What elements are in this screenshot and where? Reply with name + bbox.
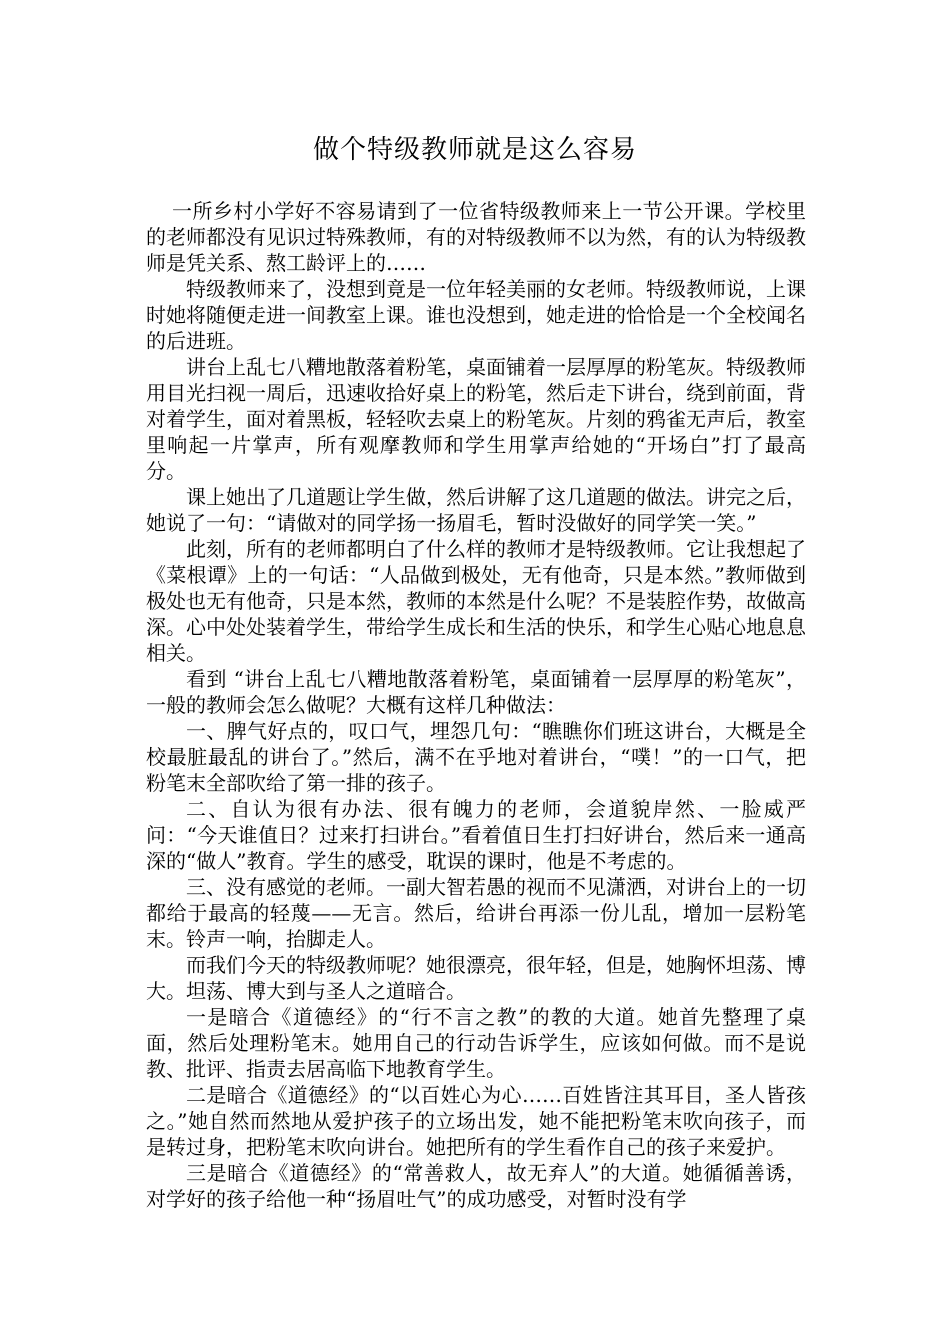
paragraph: 三是暗合《道德经》的“常善救人，故无弃人”的大道。她循循善诱，对学好的孩子给他一种“扬眉吐气”的成功感受，对暂时没有学 [146, 1161, 806, 1211]
paragraph: 一、脾气好点的，叹口气，埋怨几句：“瞧瞧你们班这讲台，大概是全校最脏最乱的讲台了。”然后，满不在乎地对着讲台，“噗！”的一口气，把粉笔末全部吹给了第一排的孩子。 [146, 719, 806, 795]
paragraph: 三、没有感觉的老师。一副大智若愚的视而不见潇洒，对讲台上的一切都给于最高的轻蔑——无言。然后，给讲台再添一份儿乱，增加一层粉笔末。铃声一响，抬脚走人。 [146, 875, 806, 951]
paragraph: 一所乡村小学好不容易请到了一位省特级教师来上一节公开课。学校里的老师都没有见识过特殊教师，有的对特级教师不以为然，有的认为特级教师是凭关系、熬工龄评上的…… [146, 199, 806, 275]
document-title: 做个特级教师就是这么容易 [312, 135, 637, 165]
paragraph: 课上她出了几道题让学生做，然后讲解了这几道题的做法。讲完之后，她说了一句：“请做对的同学扬一扬眉毛，暂时没做好的同学笑一笑。” [146, 485, 806, 535]
paragraph: 二是暗合《道德经》的“以百姓心为心……百姓皆注其耳目，圣人皆孩之。”她自然而然地从爱护孩子的立场出发，她不能把粉笔末吹向孩子，而是转过身，把粉笔末吹向讲台。她把所有的学生看作自己的孩子来爱护。 [146, 1083, 806, 1159]
paragraph: 此刻，所有的老师都明白了什么样的教师才是特级教师。它让我想起了《菜根谭》上的一句话：“人品做到极处，无有他奇，只是本然。”教师做到极处也无有他奇，只是本然，教师的本然是什么呢？不是装腔作势，故做高深。心中处处装着学生，带给学生成长和生活的快乐，和学生心贴心地息息相关。 [146, 537, 806, 665]
paragraph: 看到 “讲台上乱七八糟地散落着粉笔，桌面铺着一层厚厚的粉笔灰”，一般的教师会怎么做呢？大概有这样几种做法： [146, 667, 806, 717]
paragraph: 特级教师来了，没想到竟是一位年轻美丽的女老师。特级教师说，上课时她将随便走进一间教室上课。谁也没想到，她走进的恰恰是一个全校闻名的后进班。 [146, 277, 806, 353]
document-body [146, 198, 806, 1212]
paragraph: 一是暗合《道德经》的“行不言之教”的教的大道。她首先整理了桌面，然后处理粉笔末。她用自己的行动告诉学生，应该如何做。而不是说教、批评、指责去居高临下地教育学生。 [146, 1005, 806, 1081]
paragraph: 讲台上乱七八糟地散落着粉笔，桌面铺着一层厚厚的粉笔灰。特级教师用目光扫视一周后，迅速收拾好桌上的粉笔，然后走下讲台，绕到前面，背对着学生，面对着黑板，轻轻吹去桌上的粉笔灰。片刻的鸦雀无声后，教室里响起一片掌声，所有观摩教师和学生用掌声给她的“开场白”打了最高分。 [146, 355, 806, 483]
paragraph: 二、自认为很有办法、很有魄力的老师，会道貌岸然、一脸威严问：“今天谁值日？过来打扫讲台。”看着值日生打扫好讲台，然后来一通高深的“做人”教育。学生的感受，耽误的课时，他是不考虑的。 [146, 797, 806, 873]
paragraph: 而我们今天的特级教师呢？她很漂亮，很年轻，但是，她胸怀坦荡、博大。坦荡、博大到与圣人之道暗合。 [146, 953, 806, 1003]
